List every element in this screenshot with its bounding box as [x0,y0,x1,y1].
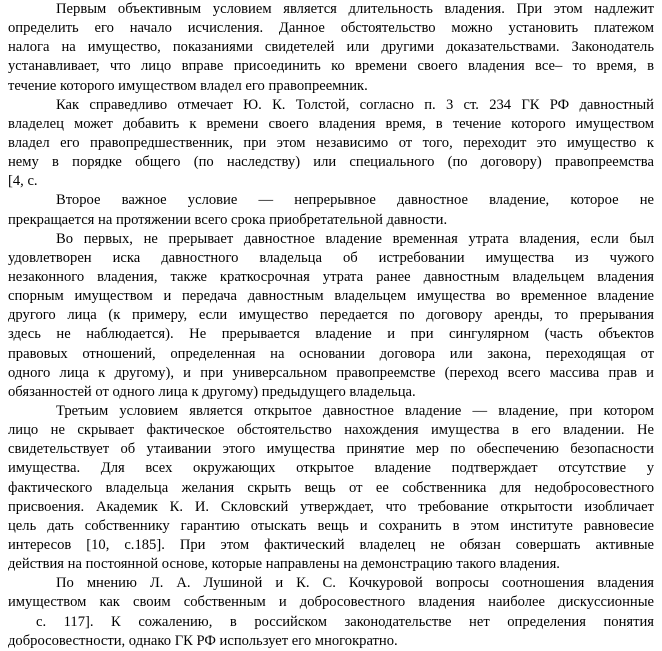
text-line: с. 117]. К сожалению, в российском законодательстве нет определения понятия [36,613,654,630]
text-line: Первым объективным условием является длительность владения. При этом надлежит [56,1,654,17]
text-line: лицо не скрывает фактическое обстоятельство нахождения имущества в его владении. Не [8,422,654,439]
text-line: одного лица к другому), и при универсальном правопреемстве (переход всего массива прав и [8,364,654,381]
text-line: Как справедливо отмечает Ю. К. Толстой, согласно п. 3 ст. 234 ГК РФ давностный [56,96,654,113]
text-line: добросовестности, однако ГК РФ использует его многократно. [8,632,398,649]
text-line: Во первых, не прерывает давностное владение временная утрата владения, если был [56,230,654,247]
text-line: спорным имуществом и передача давностным владельцем имущества во временное владение [8,288,654,305]
text-line: владелец может добавить к времени своего владения время, в течение которого имуществом [8,115,654,132]
text-line: удовлетворен иска давностного владельца об истребовании имущества из чужого [8,249,654,266]
text-line: владел его правопредшественник, при этом независимо от того, переходит это имущество к [8,134,654,151]
text-line: налога на имущество, показаниями свидетелей или другими доказательствами. Законодатель [8,39,654,56]
text-line: имущества. Для всех окружающих открытое владение подтверждает отсутствие у [8,460,654,477]
document-page [8,0,654,651]
text-line: цель дать собственнику гарантию отыскать вещь и сохранить в этом институте равновесие [8,517,654,534]
text-line: [4, с. [8,173,38,190]
text-line: определить его начало исчисления. Данное обстоятельство можно установить платежом [8,20,654,37]
text-line: другого лица (к примеру, если имущество передается по договору аренды, то прерывания [8,307,654,324]
text-line: интересов [10, с.185]. При этом фактический владелец не обязан совершать активные [8,536,654,553]
text-line: свидетельствует об утаивании этого имущества принятие мер по обеспечению безопасности [8,441,654,458]
text-line: незаконного владения, также краткосрочная утрата ранее давностным владельцем владения [8,268,654,285]
text-line: По мнению Л. А. Лушиной и К. С. Кочкуровой вопросы соотношения владения [56,575,654,592]
text-line: присвоения. Академик К. И. Скловский утверждает, что требование открытости изобличает [8,498,654,515]
text-line: имуществом как своим собственным и добросовестного владения наиболее дискуссионные [8,594,654,611]
text-line: прекращается на протяжении всего срока приобретательной давности. [8,211,448,228]
text-line: здесь не наблюдается). Не прерывается владение и при сингулярном (часть объектов [8,326,654,343]
text-line: Третьим условием является открытое давностное владение — владение, при котором [56,402,654,419]
text-line: обязанностей от одного лица к другому) предыдущего владельца. [8,383,416,400]
text-line: действия на постоянной основе, которые направлены на демонстрацию такого владения. [8,556,560,573]
text-line: устанавливает, что лицо вправе присоединить ко времени своего владения все– то время, в [8,58,654,75]
text-line: течение которого имуществом владел его правопреемник. [8,77,368,94]
text-line: фактического владельца желания скрыть вещь от ее собственника для недобросовестного [8,479,654,496]
text-line: Второе важное условие — непрерывное давностное владение, которое не [56,192,654,209]
text-line: правовых отношений, определенная на основании договора или закона, переходящая от [8,345,654,362]
text-line: нему в порядке общего (по наследству) или специального (по договору) правопреемства [8,154,654,171]
